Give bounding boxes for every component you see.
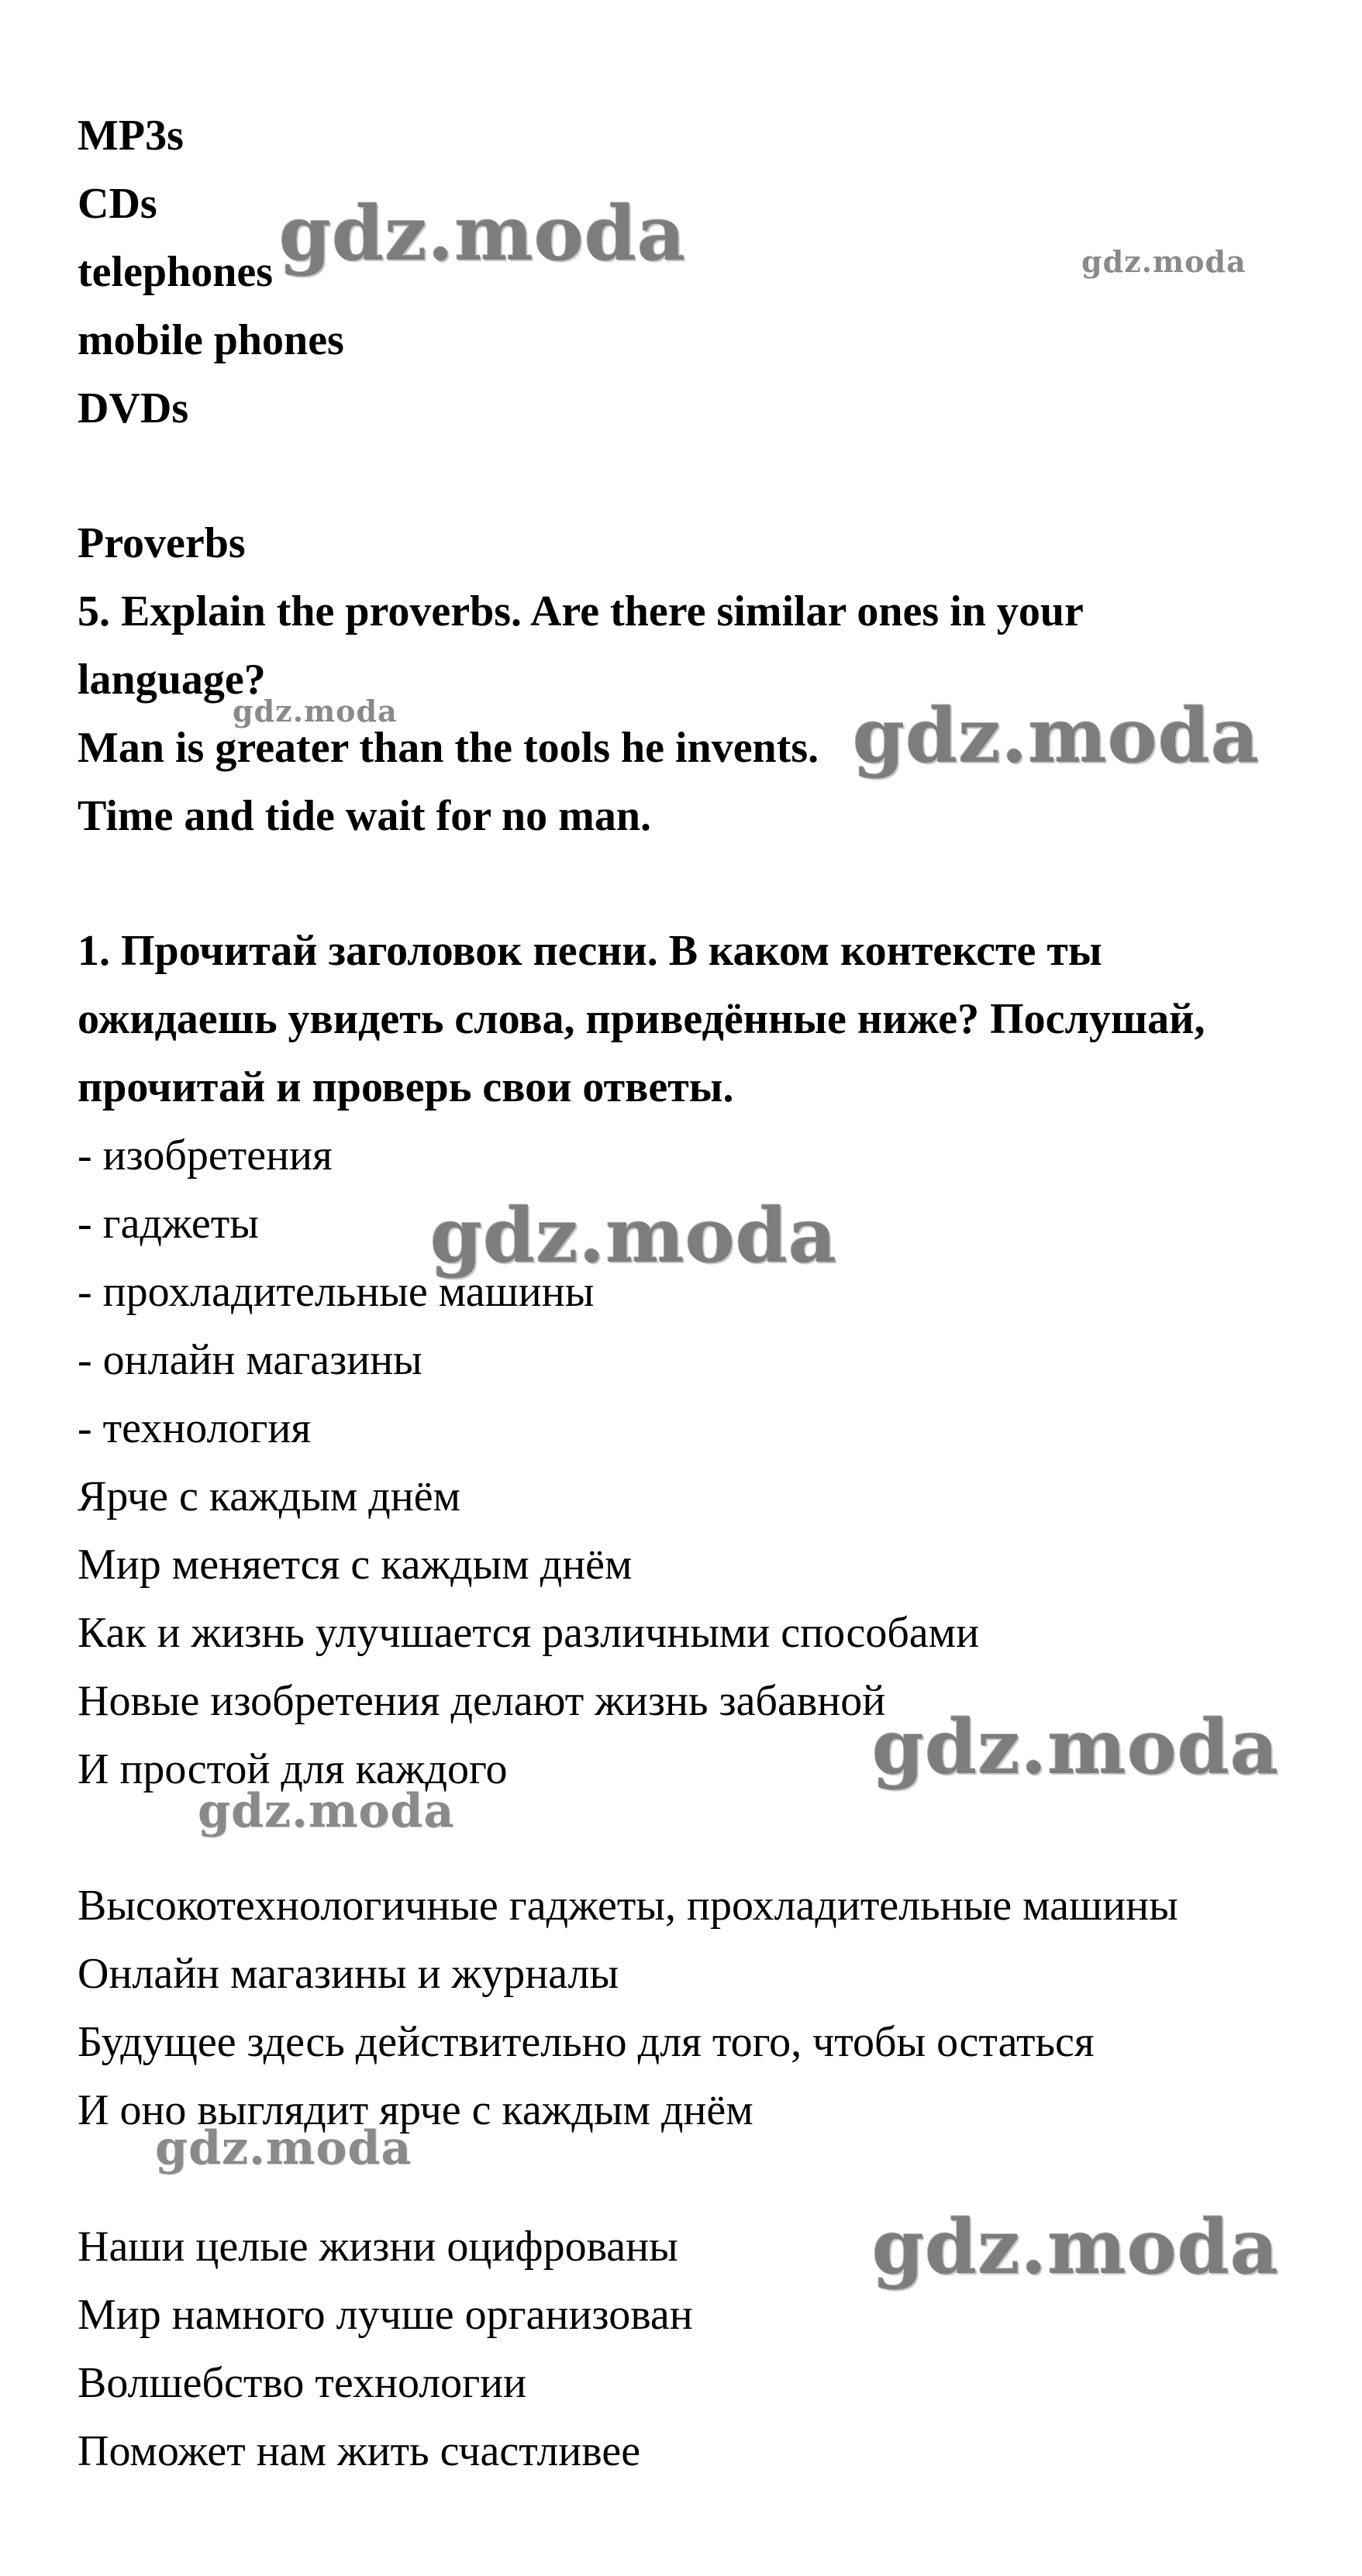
- song-line: Поможет нам жить счастливее: [78, 2427, 641, 2475]
- song-line: Мир меняется с каждым днём: [78, 1541, 633, 1589]
- proverb-item: Man is greater than the tools he invents.: [78, 724, 819, 772]
- song-task-text: ожидаешь увидеть слова, приведённые ниже? Послушай,: [78, 995, 1205, 1043]
- song-line: Наши целые жизни оцифрованы: [78, 2223, 678, 2271]
- song-line: Онлайн магазины и журналы: [78, 1950, 619, 1998]
- watermark: gdz.moda: [279, 190, 687, 277]
- word-list-item: - изобретения: [78, 1131, 333, 1180]
- watermark: gdz.moda: [872, 1703, 1280, 1791]
- song-line: Высокотехнологичные гаджеты, прохладительные машины: [78, 1882, 1178, 1930]
- word-list-item: - гаджеты: [78, 1200, 259, 1248]
- song-task-text: прочитай и проверь свои ответы.: [78, 1063, 734, 1111]
- watermark: gdz.moda: [1081, 244, 1246, 279]
- song-line: И оно выглядит ярче с каждым днём: [78, 2086, 753, 2134]
- proverbs-task: language?: [78, 656, 266, 704]
- vocab-item: CDs: [78, 180, 157, 228]
- word-list-item: - технология: [78, 1404, 312, 1452]
- watermark: gdz.moda: [430, 1192, 838, 1279]
- watermark: gdz.moda: [233, 694, 398, 728]
- proverbs-heading: Proverbs: [78, 519, 246, 567]
- vocab-item: telephones: [78, 248, 273, 296]
- proverb-item: Time and tide wait for no man.: [78, 792, 651, 840]
- watermark: gdz.moda: [198, 1784, 455, 1838]
- watermark: gdz.moda: [155, 2121, 412, 2175]
- vocab-item: mobile phones: [78, 316, 344, 364]
- song-line: И простой для каждого: [78, 1745, 508, 1793]
- proverbs-task: 5. Explain the proverbs. Are there similar ones in your: [78, 587, 1084, 635]
- vocab-item: DVDs: [78, 384, 189, 432]
- song-line: Будущее здесь действительно для того, чтобы остаться: [78, 2018, 1095, 2066]
- vocab-item: MP3s: [78, 112, 184, 160]
- word-list-item: - прохладительные машины: [78, 1268, 595, 1316]
- word-list-item: - онлайн магазины: [78, 1336, 422, 1384]
- song-task-text: 1. Прочитай заголовок песни. В каком контексте ты: [78, 927, 1102, 975]
- song-line: Мир намного лучше организован: [78, 2291, 693, 2339]
- song-line: Ярче с каждым днём: [78, 1472, 461, 1520]
- song-line: Как и жизнь улучшается различными способами: [78, 1609, 980, 1657]
- watermark: gdz.moda: [872, 2203, 1280, 2291]
- watermark: gdz.moda: [853, 692, 1260, 780]
- song-line: Волшебство технологии: [78, 2359, 527, 2407]
- song-line: Новые изобретения делают жизнь забавной: [78, 1677, 886, 1725]
